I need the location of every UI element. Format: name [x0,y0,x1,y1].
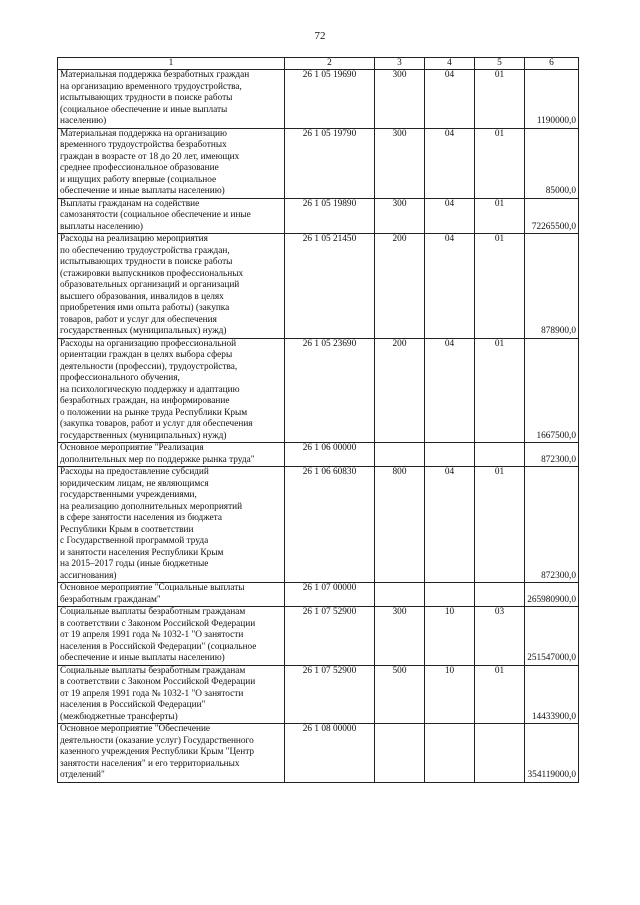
expense-name-line: Республики Крым в соответствии [60,524,194,535]
amount-cell: 14433900,0 [525,665,579,724]
subsection-cell [475,724,525,783]
target-code-cell: 26 1 07 52900 [285,607,375,666]
amount-cell: 1190000,0 [525,70,579,129]
expense-name-line: (стажировки выпускников профессиональных [60,268,244,279]
amount-cell: 354119000,0 [525,724,579,783]
subsection-cell: 01 [475,234,525,339]
expense-name-line: деятельности (профессии), трудоустройства, [60,361,238,372]
subsection-cell: 03 [475,607,525,666]
expense-name-line: Социальные выплаты безработным гражданам [60,665,246,676]
expense-name-line: Материальная поддержка на организацию [60,128,227,139]
column-header: 3 [375,58,425,70]
target-code-cell: 26 1 05 23690 [285,338,375,443]
expense-name-line: деятельности (оказание услуг) Государственного [60,735,254,746]
expense-name-line: населения в Российской Федерации" (социальное [60,641,257,652]
expense-name-line: государственных (муниципальных) нужд) [60,326,227,336]
expense-name-line: ориентации граждан в целях выбора сферы [60,350,233,360]
column-header: 2 [285,58,375,70]
expense-name-line: в соответствии с Законом Российской Федерации [60,677,256,687]
column-header: 6 [525,58,579,70]
amount-cell: 878900,0 [525,234,579,339]
expense-name-line: (социальное обеспечение и иные выплаты [60,104,228,115]
expense-name-line: населению) [60,116,107,126]
section-cell: 04 [425,338,475,443]
expense-name-line: занятости населения" и его территориальных [60,758,240,769]
expense-name-line: и ищущих работу впервые (социальное [60,174,217,185]
amount-cell: 872300,0 [525,467,579,583]
target-code-cell: 26 1 05 19790 [285,128,375,198]
amount-cell: 251547000,0 [525,607,579,666]
expense-name-line: Социальные выплаты безработным гражданам [60,607,246,617]
expense-type-cell: 300 [375,607,425,666]
expense-name-line: и занятости населения Республики Крым [60,547,224,558]
expense-name-line: на реализацию дополнительных мероприятий [60,501,243,512]
target-code-cell: 26 1 07 52900 [285,665,375,724]
table-row [58,607,579,666]
expense-name-line: среднее профессиональное образование [60,163,219,173]
expense-name-line: на психологическую поддержку и адаптацию [60,384,240,395]
expense-type-cell: 200 [375,338,425,443]
table-row [58,724,579,783]
table-row [58,128,579,198]
expense-name-line: о положении на рынке труда Республики Крым [60,407,248,418]
subsection-cell: 01 [475,70,525,129]
expense-type-cell: 200 [375,234,425,339]
expense-name-cell [58,198,285,234]
expense-name-line: ассигнования) [60,570,117,581]
section-cell [425,724,475,783]
expense-name-line: (межбюджетные трансферты) [60,711,178,722]
expense-name-line: юридическим лицам, не являющимся [60,478,209,489]
target-code-cell: 26 1 06 00000 [285,443,375,467]
expense-name-line: высшего образования, инвалидов в целях [60,291,224,302]
expense-type-cell [375,724,425,783]
expense-name-line: испытывающих трудности в поиске работы [60,93,233,103]
subsection-cell: 01 [475,467,525,583]
expense-name-line: с Государственной программой труда [60,536,209,546]
expense-name-line: Основное мероприятие "Социальные выплаты [60,583,245,593]
expense-name-cell [58,583,285,607]
table-row [58,70,579,129]
table-row [58,467,579,583]
subsection-cell [475,583,525,607]
expense-name-line: на организацию временного трудоустройства, [60,81,242,92]
expense-name-line: приобретения ими опыта работы) (закупка [60,303,230,313]
table-row [58,338,579,443]
expense-name-cell [58,724,285,783]
page-number: 72 [314,30,326,42]
budget-table [57,57,579,783]
subsection-cell: 01 [475,198,525,234]
table-row [58,583,579,607]
amount-cell: 72265500,0 [525,198,579,234]
amount-cell: 1667500,0 [525,338,579,443]
expense-name-line: казенного учреждения Республики Крым "Центр [60,747,255,757]
expense-name-line: образовательных организаций и организаций [60,280,240,290]
column-header: 4 [425,58,475,70]
expense-type-cell: 300 [375,198,425,234]
table-row [58,198,579,234]
target-code-cell: 26 1 05 21450 [285,234,375,339]
expense-name-line: самозанятости (социальное обеспечение и иные [60,210,251,220]
expense-name-cell [58,665,285,724]
expense-name-cell [58,234,285,339]
expense-name-line: (закупка товаров, работ и услуг для обеспечения [60,419,253,429]
expense-name-line: Расходы на реализацию мероприятия [60,234,208,244]
target-code-cell: 26 1 05 19890 [285,198,375,234]
expense-name-line: профессионального обучения, [60,373,180,383]
subsection-cell: 01 [475,128,525,198]
expense-name-cell [58,443,285,467]
amount-cell: 872300,0 [525,443,579,467]
expense-name-line: от 19 апреля 1991 года № 1032-1 "О занятости [60,688,244,699]
section-cell: 04 [425,234,475,339]
expense-name-line: на 2015–2017 годы (иные бюджетные [60,559,209,569]
expense-name-line: в соответствии с Законом Российской Федерации [60,618,256,629]
expense-type-cell: 800 [375,467,425,583]
expense-name-line: населения в Российской Федерации" [60,700,206,710]
expense-name-line: Материальная поддержка безработных граждан [60,70,250,80]
column-header: 5 [475,58,525,70]
expense-type-cell [375,583,425,607]
expense-name-line: Расходы на предоставление субсидий [60,467,209,477]
expense-name-line: обеспечение и иные выплаты населению) [60,653,225,663]
subsection-cell [475,443,525,467]
section-cell: 10 [425,607,475,666]
section-cell: 10 [425,665,475,724]
table-row [58,665,579,724]
expense-name-line: государственных (муниципальных) нужд) [60,430,227,441]
target-code-cell: 26 1 08 00000 [285,724,375,783]
expense-type-cell: 500 [375,665,425,724]
expense-name-line: в сфере занятости населения из бюджета [60,513,222,523]
section-cell: 04 [425,128,475,198]
section-cell [425,583,475,607]
section-cell: 04 [425,70,475,129]
expense-name-line: государственными учреждениями, [60,490,197,500]
expense-type-cell: 300 [375,70,425,129]
target-code-cell: 26 1 06 60830 [285,467,375,583]
expense-name-line: временного трудоустройства безработных [60,140,227,150]
expense-name-line: граждан в возрасте от 18 до 20 лет, имеющих [60,151,240,162]
expense-name-line: испытывающих трудности в поиске работы [60,257,233,267]
target-code-cell: 26 1 07 00000 [285,583,375,607]
table-row [58,234,579,339]
expense-name-line: товаров, работ и услуг для обеспечения [60,314,217,325]
expense-name-line: выплаты населению) [60,221,143,232]
section-cell [425,443,475,467]
expense-name-cell [58,70,285,129]
expense-name-line: Выплаты гражданам на содействие [60,198,200,209]
expense-name-cell [58,467,285,583]
expense-name-cell [58,607,285,666]
expense-name-line: дополнительных мер по поддержке рынка труда" [60,454,255,465]
amount-cell: 85000,0 [525,128,579,198]
expense-name-line: безработных граждан, на информирование [60,396,230,406]
expense-type-cell [375,443,425,467]
expense-name-line: Расходы на организацию профессиональной [60,338,237,349]
section-cell: 04 [425,198,475,234]
expense-name-line: Основное мероприятие "Обеспечение [60,724,211,734]
expense-name-line: отделений" [60,770,105,780]
target-code-cell: 26 1 05 19690 [285,70,375,129]
table-row [58,443,579,467]
expense-name-cell [58,128,285,198]
expense-type-cell: 300 [375,128,425,198]
expense-name-line: Основное мероприятие "Реализация [60,443,204,453]
expense-name-cell [58,338,285,443]
section-cell: 04 [425,467,475,583]
expense-name-line: по обеспечению трудоустройства граждан, [60,245,230,256]
amount-cell: 265980900,0 [525,583,579,607]
expense-name-line: обеспечение и иные выплаты населению) [60,186,225,196]
subsection-cell: 01 [475,665,525,724]
subsection-cell: 01 [475,338,525,443]
column-header: 1 [58,58,285,70]
expense-name-line: безработным гражданам" [60,594,161,605]
table-header-row [58,58,579,70]
expense-name-line: от 19 апреля 1991 года № 1032-1 "О занятости [60,630,244,640]
